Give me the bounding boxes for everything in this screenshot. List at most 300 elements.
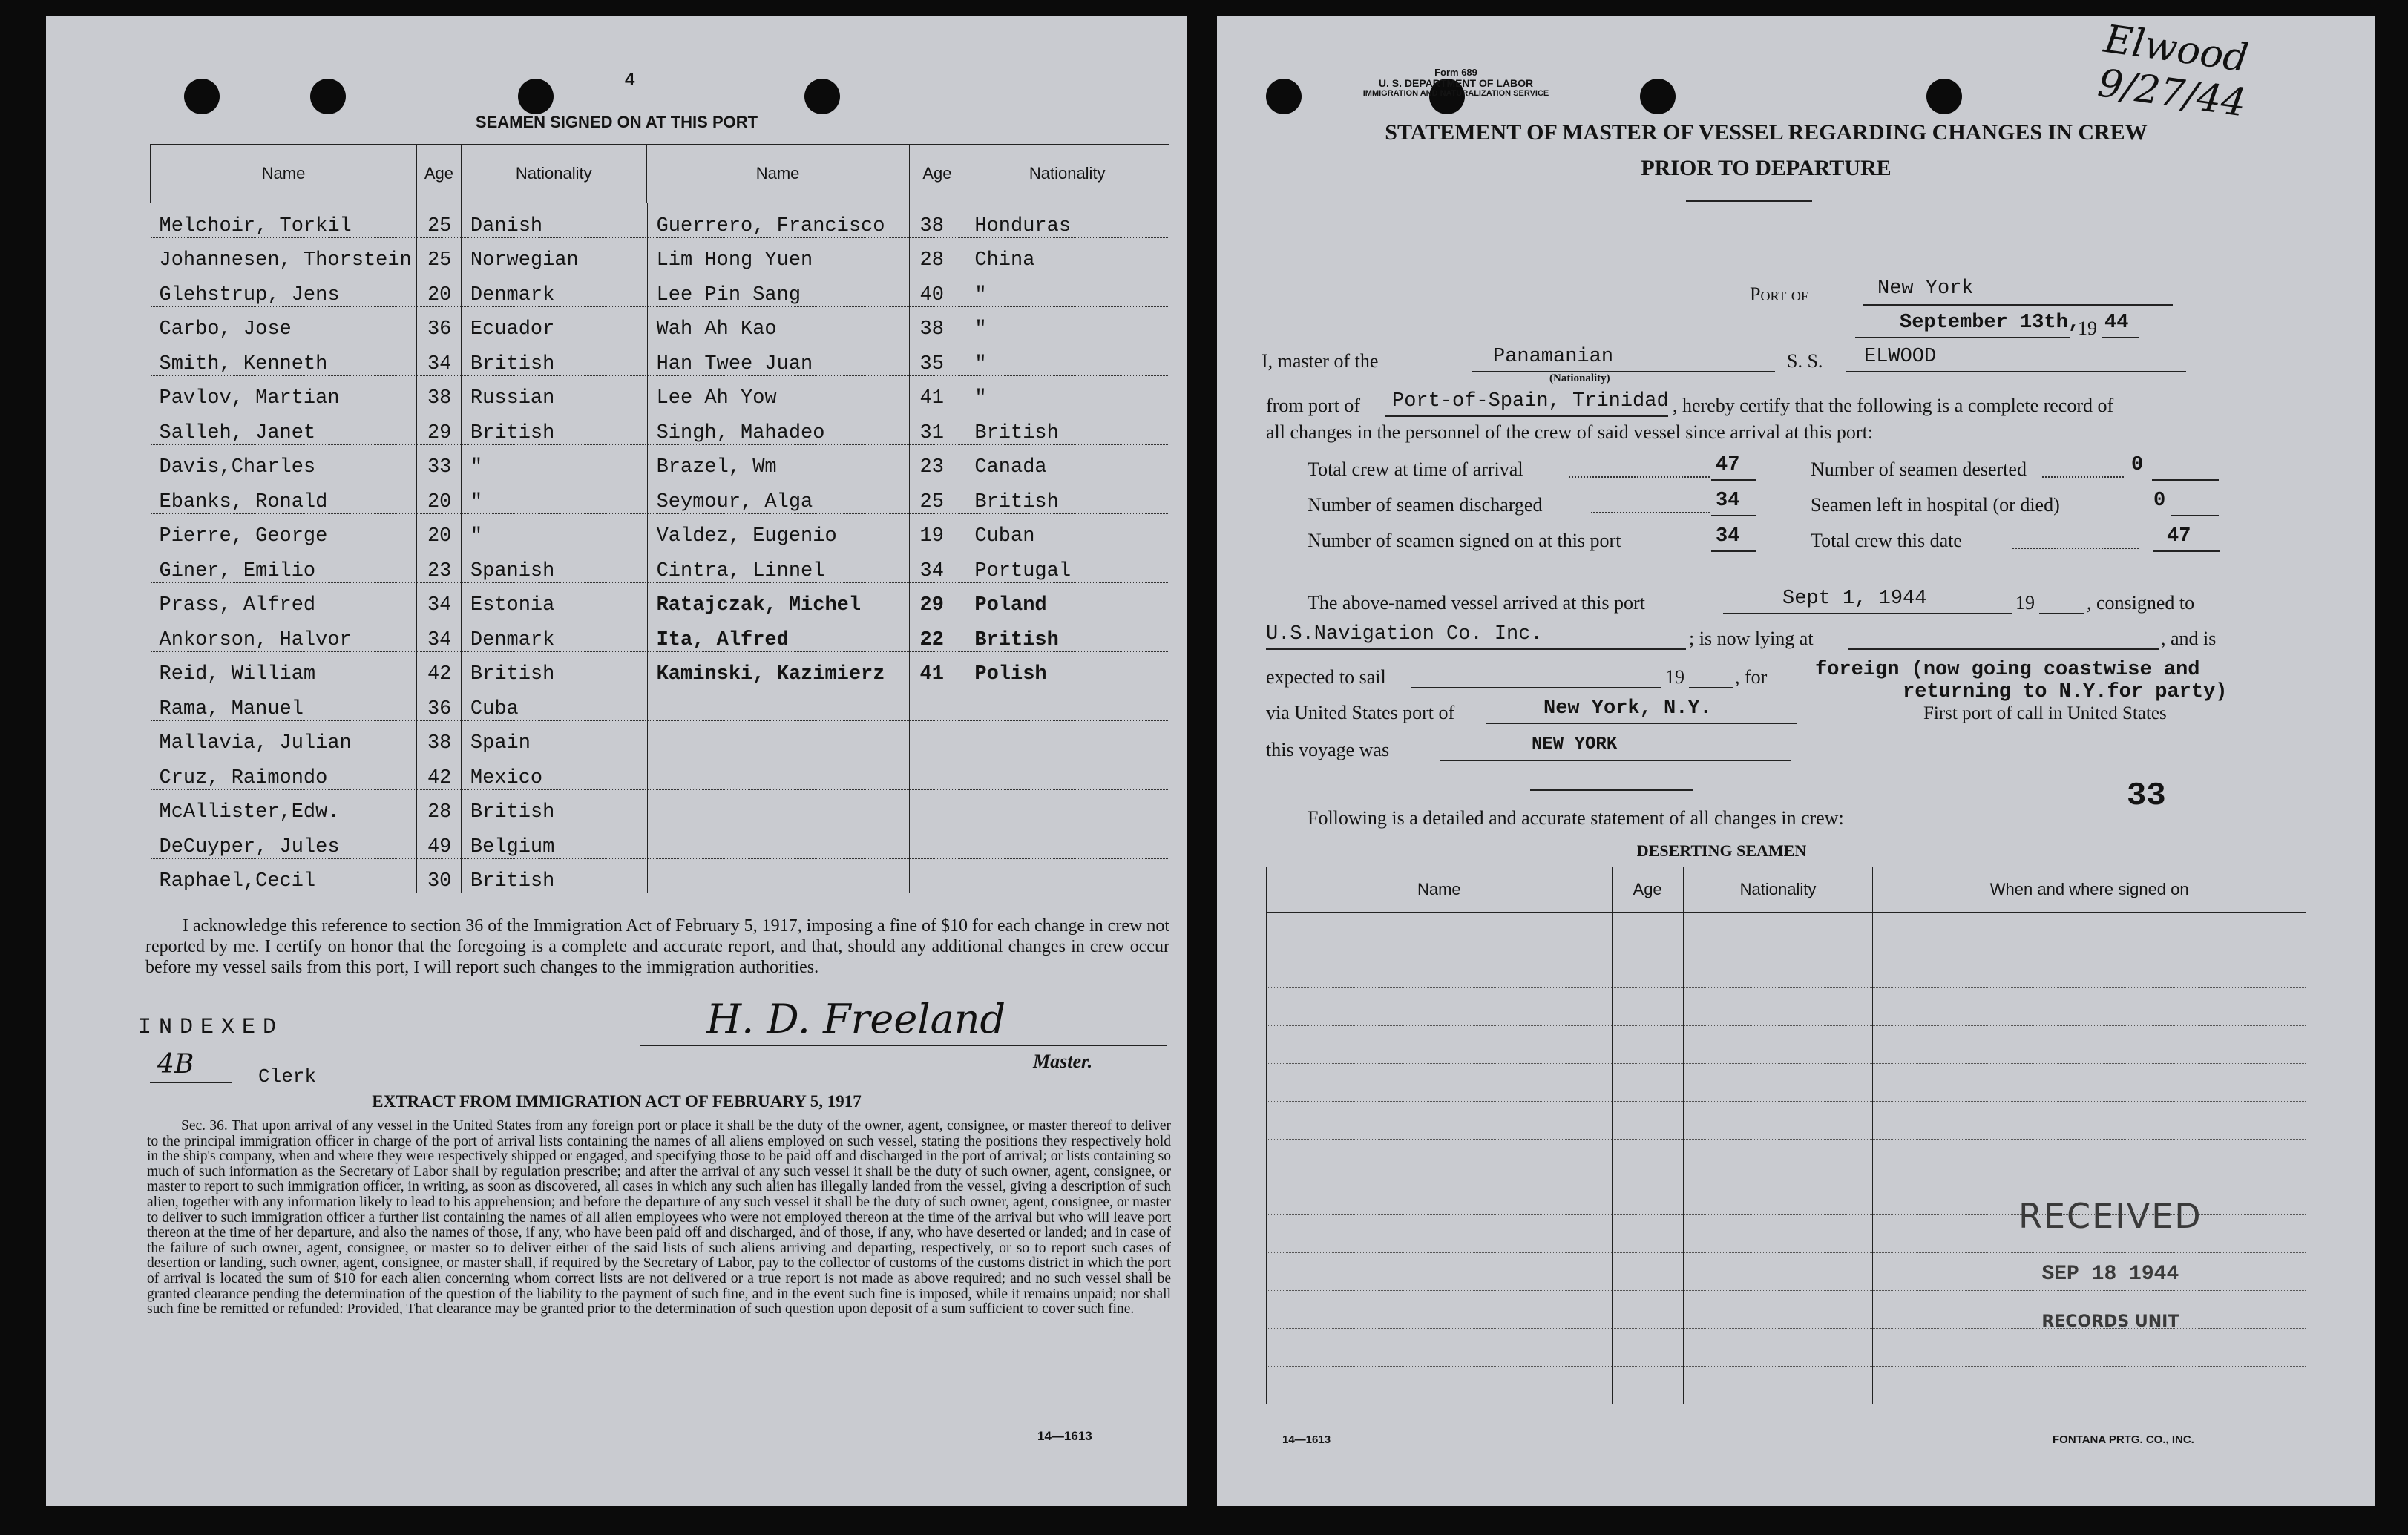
- left-page: [46, 16, 1187, 1506]
- table-cell: 25: [416, 203, 461, 238]
- table-row: [151, 237, 1169, 272]
- table-cell: 38: [909, 306, 965, 341]
- following-text: Following is a detailed and accurate statement of all changes in crew:: [1308, 807, 1844, 829]
- column-header: Nationality: [1683, 867, 1873, 913]
- table-cell: 20: [416, 479, 461, 514]
- table-cell: Denmark: [461, 272, 646, 307]
- table-cell: [1612, 1064, 1683, 1102]
- table-cell: [1267, 950, 1613, 988]
- table-cell: Poland: [965, 582, 1169, 617]
- table-cell: Seymour, Alga: [646, 479, 909, 514]
- table-cell: 34: [416, 582, 461, 617]
- port-line: [1863, 304, 2173, 306]
- table-cell: 22: [909, 617, 965, 652]
- form-number: Form 689: [1434, 67, 1477, 78]
- and-is-label: , and is: [2161, 628, 2217, 649]
- indexed-stamp: INDEXED: [138, 1015, 284, 1040]
- table-cell: [1612, 988, 1683, 1026]
- table-cell: [1683, 1102, 1873, 1140]
- table-cell: [909, 755, 965, 790]
- table-cell: [646, 755, 909, 790]
- table-cell: [646, 858, 909, 893]
- table-cell: 31: [909, 410, 965, 445]
- table-cell: [1612, 1329, 1683, 1367]
- clerk-initials: 4B: [157, 1049, 194, 1079]
- table-cell: ": [965, 272, 1169, 307]
- table-cell: British: [965, 617, 1169, 652]
- table-cell: Prass, Alfred: [151, 582, 417, 617]
- table-cell: Pierre, George: [151, 513, 417, 548]
- table-cell: [1683, 1329, 1873, 1367]
- table-cell: Estonia: [461, 582, 646, 617]
- table-row: [1267, 1026, 2306, 1064]
- table-cell: [1683, 988, 1873, 1026]
- date-line: [1855, 337, 2070, 338]
- table-row: [151, 341, 1169, 376]
- table-cell: British: [965, 410, 1169, 445]
- table-cell: 34: [909, 548, 965, 583]
- table-cell: 30: [416, 858, 461, 893]
- service: IMMIGRATION AND NATURALIZATION SERVICE: [1362, 89, 1549, 98]
- table-cell: 23: [416, 548, 461, 583]
- table-row: [151, 548, 1169, 583]
- table-row: [151, 375, 1169, 410]
- year-prefix: 19: [1665, 666, 1684, 688]
- table-cell: [1873, 1102, 2306, 1140]
- destination-line1: foreign (now going coastwise and: [1815, 659, 2200, 681]
- lying-at-line: [1848, 648, 2159, 650]
- table-cell: 19: [909, 513, 965, 548]
- table-cell: [646, 686, 909, 721]
- certify-text: , hereby certify that the following is a complete record of: [1673, 395, 2114, 416]
- table-row: [151, 444, 1169, 479]
- table-cell: Danish: [461, 203, 646, 238]
- table-cell: British: [461, 651, 646, 686]
- table-cell: Spain: [461, 720, 646, 755]
- table-cell: McAllister,Edw.: [151, 789, 417, 824]
- table-cell: Russian: [461, 375, 646, 410]
- table-row: [151, 582, 1169, 617]
- punch-hole: [184, 79, 220, 114]
- table-cell: [1267, 1291, 1613, 1329]
- table-row: [151, 720, 1169, 755]
- received-unit: RECORDS UNIT: [2041, 1312, 2179, 1331]
- table-cell: 25: [909, 479, 965, 514]
- table-cell: [909, 686, 965, 721]
- table-cell: 41: [909, 651, 965, 686]
- table-cell: [1612, 1177, 1683, 1215]
- acknowledgement-text: I acknowledge this reference to section 36 of the Immigration Act of February 5, 1917, imposing a fine of $10 for each change in crew not reported by me. I certify on honor that the foregoing is a complete and accurate report, and that, should any additional changes in crew occur before my vessel sails from this port, I will report such changes to the immigration authorities.: [145, 916, 1169, 977]
- table-cell: Ita, Alfred: [646, 617, 909, 652]
- column-header: Name: [151, 145, 417, 203]
- form-title-line2: PRIOR TO DEPARTURE: [1641, 156, 1892, 180]
- punch-hole: [1640, 79, 1676, 114]
- table-cell: [1683, 1367, 1873, 1404]
- right-page: [1217, 16, 2375, 1506]
- stat-value: 0: [2153, 490, 2166, 512]
- table-cell: Ebanks, Ronald: [151, 479, 417, 514]
- table-cell: [1267, 1102, 1613, 1140]
- column-header: Age: [909, 145, 965, 203]
- stat-line: [1711, 550, 1756, 552]
- table-cell: Canada: [965, 444, 1169, 479]
- from-port-value: Port-of-Spain, Trinidad: [1392, 390, 1669, 412]
- master-signature: H. D. Freeland: [706, 996, 1006, 1042]
- stat-label: Number of seamen signed on at this port: [1308, 530, 1621, 551]
- stat-line: [1711, 479, 1756, 481]
- table-cell: [1683, 913, 1873, 950]
- table-cell: Valdez, Eugenio: [646, 513, 909, 548]
- table-row: [151, 513, 1169, 548]
- table-cell: 38: [416, 720, 461, 755]
- column-header: Name: [1267, 867, 1613, 913]
- table-cell: Guerrero, Francisco: [646, 203, 909, 238]
- table-cell: Smith, Kenneth: [151, 341, 417, 376]
- table-cell: [1873, 913, 2306, 950]
- table-cell: China: [965, 237, 1169, 272]
- stat-label: Total crew at time of arrival: [1308, 458, 1523, 480]
- table-cell: [1267, 1177, 1613, 1215]
- table-row: [151, 858, 1169, 893]
- stat-value: 34: [1716, 525, 1740, 548]
- table-row: [151, 479, 1169, 514]
- table-cell: Cuba: [461, 686, 646, 721]
- arrived-date: Sept 1, 1944: [1782, 588, 1927, 610]
- table-cell: Brazel, Wm: [646, 444, 909, 479]
- table-cell: 20: [416, 513, 461, 548]
- table-cell: 20: [416, 272, 461, 307]
- table-cell: [1612, 1140, 1683, 1177]
- from-port-line: [1385, 415, 1668, 417]
- port-value: New York: [1877, 277, 1974, 300]
- table-cell: DeCuyper, Jules: [151, 824, 417, 859]
- table-cell: Pavlov, Martian: [151, 375, 417, 410]
- table-cell: [1873, 1064, 2306, 1102]
- table-cell: Carbo, Jose: [151, 306, 417, 341]
- table-cell: [1612, 1367, 1683, 1404]
- stat-value: 47: [2167, 525, 2191, 548]
- table-row: [1267, 950, 2306, 988]
- vessel-line: [1846, 371, 2186, 372]
- punch-hole: [804, 79, 840, 114]
- table-row: [1267, 1367, 2306, 1404]
- table-cell: Polish: [965, 651, 1169, 686]
- punch-hole: [1266, 79, 1302, 114]
- table-row: [151, 686, 1169, 721]
- table-cell: [1873, 1367, 2306, 1404]
- table-cell: 36: [416, 686, 461, 721]
- table-cell: ": [461, 479, 646, 514]
- table-cell: Wah Ah Kao: [646, 306, 909, 341]
- table-cell: [1873, 988, 2306, 1026]
- extract-text: Sec. 36. That upon arrival of any vessel in the United States from any foreign port or place it shall be the duty of the owner, agent, consignee, or master thereof to deliver to the principal immigration officer in charge of the port of arrival lists containing the names of all aliens employed on such vessel, stating the positions they respectively hold in the ship's company, when and where they were respectively shipped or engaged, and specifying those to be paid off and discharged in the port of arrival; or lists containing so much of such information as the Secretary of Labor shall by regulation prescribe; and after the arrival of any such vessel it shall be the duty of such owner, agent, consignee, or master to report to such immigration officer, in writing, as soon as discovered, all cases in which any such alien has illegally landed from the vessel, giving a description of such alien, together with any information likely to lead to his apprehension; and before the departure of any such vessel it shall be the duty of such owner, agent, consignee, or master to deliver to such immigration officer a further list containing the names of all alien employees who were not employed thereon at the time of the arrival but who will leave port thereon at the time of her departure, and also the names of those, if any, who have been paid off and discharged, and of those, if any, who have deserted or landed; and in case of the failure of such owner, agent, consignee, or master so to deliver either of the said lists of such aliens arriving and departing, respectively, or so to report such cases of desertion or landing, such owner, agent, consignee, or master shall, if required by the Secretary of Labor, pay to the collector of customs of the customs district in which the port of arrival is located the sum of $10 for each alien concerning whom correct lists are not delivered or a true report is not made as above required; and no such vessel shall be granted clearance pending the determination of the question of the liability to the payment of such fine, and in the event such fine is imposed, while it remains unpaid; nor shall such fine be remitted or refunded: Provided, That clearance may be granted prior to the determination of such question upon deposit of a sum sufficient to cover such fine.: [147, 1118, 1171, 1318]
- table-cell: 29: [909, 582, 965, 617]
- consignee: U.S.Navigation Co. Inc.: [1266, 623, 1543, 645]
- vessel-name: ELWOOD: [1864, 346, 1937, 368]
- table-cell: Spanish: [461, 548, 646, 583]
- table-cell: 49: [416, 824, 461, 859]
- table-cell: Reid, William: [151, 651, 417, 686]
- table-cell: ": [965, 341, 1169, 376]
- table-row: [1267, 988, 2306, 1026]
- table-cell: ": [965, 306, 1169, 341]
- table-cell: Rama, Manuel: [151, 686, 417, 721]
- table-row: [1267, 1064, 2306, 1102]
- table-row: [1267, 1102, 2306, 1140]
- table-cell: [1267, 1064, 1613, 1102]
- clerk-line: [150, 1082, 232, 1083]
- expected-line: [1411, 687, 1661, 688]
- master-of-label: I, master of the: [1262, 350, 1379, 372]
- stat-value: 0: [2131, 454, 2144, 476]
- column-header: Nationality: [461, 145, 646, 203]
- form-code: 14—1613: [1282, 1433, 1331, 1446]
- table-cell: ": [461, 513, 646, 548]
- table-cell: 33: [416, 444, 461, 479]
- table-cell: [1267, 1329, 1613, 1367]
- column-header: Age: [416, 145, 461, 203]
- signed-on-title: SEAMEN SIGNED ON AT THIS PORT: [475, 113, 758, 131]
- leader-dots: [2042, 476, 2124, 478]
- nationality-caption: (Nationality): [1549, 372, 1610, 384]
- table-cell: [965, 824, 1169, 859]
- punch-hole: [310, 79, 346, 114]
- page-number: 33: [2127, 778, 2166, 815]
- table-row: [151, 789, 1169, 824]
- table-cell: Lim Hong Yuen: [646, 237, 909, 272]
- table-cell: Mexico: [461, 755, 646, 790]
- stat-value: 34: [1716, 490, 1740, 512]
- table-cell: British: [461, 341, 646, 376]
- voyage-line: [1440, 760, 1791, 761]
- table-cell: [909, 858, 965, 893]
- table-cell: 34: [416, 341, 461, 376]
- table-cell: 38: [416, 375, 461, 410]
- table-cell: British: [461, 789, 646, 824]
- table-cell: [1873, 1140, 2306, 1177]
- table-cell: Johannesen, Thorstein: [151, 237, 417, 272]
- table-cell: [1683, 1140, 1873, 1177]
- table-cell: [1873, 1026, 2306, 1064]
- table-cell: British: [461, 858, 646, 893]
- table-cell: 38: [909, 203, 965, 238]
- column-header: When and where signed on: [1873, 867, 2306, 913]
- year-value: 44: [2104, 312, 2129, 334]
- table-cell: 23: [909, 444, 965, 479]
- destination-line2: returning to N.Y.for party): [1903, 681, 2228, 703]
- certify-text-2: all changes in the personnel of the crew of said vessel since arrival at this port:: [1266, 421, 1874, 443]
- table-cell: Davis,Charles: [151, 444, 417, 479]
- table-cell: ": [965, 375, 1169, 410]
- printer: FONTANA PRTG. CO., INC.: [2053, 1433, 2194, 1446]
- table-cell: 25: [416, 237, 461, 272]
- table-cell: [1683, 1064, 1873, 1102]
- table-row: [151, 651, 1169, 686]
- table-cell: Han Twee Juan: [646, 341, 909, 376]
- table-cell: 34: [416, 617, 461, 652]
- date-value: September 13th,: [1900, 312, 2081, 334]
- table-cell: [909, 789, 965, 824]
- received-stamp: [2018, 1196, 2202, 1331]
- table-cell: Cuban: [965, 513, 1169, 548]
- table-row: [1267, 1329, 2306, 1367]
- table-cell: Lee Pin Sang: [646, 272, 909, 307]
- column-header: Nationality: [965, 145, 1169, 203]
- extract-title: EXTRACT FROM IMMIGRATION ACT OF FEBRUARY 5, 1917: [372, 1092, 862, 1111]
- table-row: [1267, 1140, 2306, 1177]
- voyage-value: NEW YORK: [1532, 734, 1618, 755]
- table-cell: Singh, Mahadeo: [646, 410, 909, 445]
- stat-line: [2153, 550, 2220, 552]
- punch-hole: [1926, 79, 1962, 114]
- table-row: [151, 410, 1169, 445]
- table-cell: Denmark: [461, 617, 646, 652]
- table-cell: Ankorson, Halvor: [151, 617, 417, 652]
- table-cell: Belgium: [461, 824, 646, 859]
- table-cell: Giner, Emilio: [151, 548, 417, 583]
- nationality-value: Panamanian: [1493, 346, 1614, 368]
- table-cell: [1267, 1367, 1613, 1404]
- table-cell: Salleh, Janet: [151, 410, 417, 445]
- table-cell: 29: [416, 410, 461, 445]
- deserting-title: DESERTING SEAMEN: [1636, 841, 1807, 860]
- year-line: [1689, 687, 1733, 688]
- table-row: [151, 272, 1169, 307]
- table-cell: 28: [909, 237, 965, 272]
- table-cell: Raphael,Cecil: [151, 858, 417, 893]
- punch-hole: [518, 79, 554, 114]
- table-cell: [1267, 1253, 1613, 1291]
- table-cell: [646, 720, 909, 755]
- stat-value: 47: [1716, 454, 1740, 476]
- table-cell: Honduras: [965, 203, 1169, 238]
- stat-line: [1711, 515, 1756, 516]
- page-number: 4: [625, 70, 635, 90]
- table-cell: Norwegian: [461, 237, 646, 272]
- year-line: [2039, 613, 2084, 614]
- consignee-line: [1266, 648, 1686, 650]
- stat-line: [2171, 515, 2219, 516]
- leader-dots: [2012, 548, 2139, 549]
- via-label: via United States port of: [1266, 702, 1455, 723]
- table-cell: [965, 755, 1169, 790]
- handwritten-note: Elwood 9/27/44: [2095, 16, 2251, 126]
- table-cell: [965, 720, 1169, 755]
- table-cell: 28: [416, 789, 461, 824]
- table-cell: Cruz, Raimondo: [151, 755, 417, 790]
- stat-label: Number of seamen deserted: [1811, 458, 2027, 480]
- table-cell: [1683, 1215, 1873, 1253]
- stat-label: Seamen left in hospital (or died): [1811, 494, 2060, 516]
- table-cell: Glehstrup, Jens: [151, 272, 417, 307]
- table-row: [151, 755, 1169, 790]
- voyage-rule: [1530, 789, 1693, 791]
- table-cell: [1267, 1215, 1613, 1253]
- column-header: Age: [1612, 867, 1683, 913]
- table-cell: [1683, 1253, 1873, 1291]
- table-cell: Cintra, Linnel: [646, 548, 909, 583]
- master-label: Master.: [1033, 1051, 1093, 1072]
- stat-line: [2152, 479, 2219, 481]
- year-prefix: 19: [2015, 592, 2035, 614]
- table-cell: [965, 686, 1169, 721]
- table-cell: 40: [909, 272, 965, 307]
- table-cell: [1267, 1026, 1613, 1064]
- table-header: [1267, 867, 2306, 913]
- table-row: [151, 824, 1169, 859]
- table-cell: [965, 789, 1169, 824]
- leader-dots: [1569, 476, 1710, 478]
- table-cell: [1873, 950, 2306, 988]
- table-cell: 41: [909, 375, 965, 410]
- table-cell: [1267, 1140, 1613, 1177]
- ss-label: S. S.: [1787, 350, 1823, 372]
- table-cell: Melchoir, Torkil: [151, 203, 417, 238]
- year-prefix: 19: [2078, 318, 2097, 339]
- table-cell: [1683, 1291, 1873, 1329]
- table-cell: [1612, 1253, 1683, 1291]
- table-header: [151, 145, 1169, 203]
- table-cell: 42: [416, 651, 461, 686]
- form-code: 14—1613: [1037, 1429, 1092, 1443]
- table-cell: Lee Ah Yow: [646, 375, 909, 410]
- table-cell: British: [965, 479, 1169, 514]
- department: U. S. DEPARTMENT OF LABOR: [1378, 77, 1534, 89]
- table-cell: [1683, 1026, 1873, 1064]
- table-cell: [1612, 950, 1683, 988]
- table-cell: [1683, 1177, 1873, 1215]
- via-port: New York, N.Y.: [1543, 697, 1712, 720]
- table-cell: Mallavia, Julian: [151, 720, 417, 755]
- table-cell: [909, 824, 965, 859]
- table-cell: [1612, 1291, 1683, 1329]
- table-cell: [646, 824, 909, 859]
- table-cell: [1267, 988, 1613, 1026]
- table-cell: British: [461, 410, 646, 445]
- for-label: , for: [1735, 666, 1768, 688]
- table-cell: [1873, 1329, 2306, 1367]
- clerk-label: Clerk: [258, 1065, 317, 1088]
- table-cell: [965, 858, 1169, 893]
- stat-label: Total crew this date: [1811, 530, 1962, 551]
- table-cell: [1612, 913, 1683, 950]
- arrived-text: The above-named vessel arrived at this port: [1308, 592, 1645, 614]
- consigned-label: , consigned to: [2087, 592, 2195, 614]
- table-row: [151, 203, 1169, 238]
- table-cell: [1267, 913, 1613, 950]
- arrived-line: [1723, 613, 2012, 614]
- received-word: RECEIVED: [2018, 1196, 2202, 1236]
- lying-at-label: ; is now lying at: [1689, 628, 1814, 649]
- table-cell: Portugal: [965, 548, 1169, 583]
- expected-label: expected to sail: [1266, 666, 1386, 688]
- port-label: Port of: [1750, 283, 1808, 305]
- table-row: [151, 617, 1169, 652]
- table-cell: [646, 789, 909, 824]
- year-line: [2102, 337, 2139, 338]
- received-date: SEP 18 1944: [2041, 1263, 2179, 1286]
- table-cell: 35: [909, 341, 965, 376]
- table-cell: 36: [416, 306, 461, 341]
- table-cell: [1612, 1026, 1683, 1064]
- table-cell: Ratajczak, Michel: [646, 582, 909, 617]
- voyage-label: this voyage was: [1266, 739, 1390, 760]
- via-line: [1486, 723, 1797, 724]
- table-cell: [909, 720, 965, 755]
- table-row: [151, 306, 1169, 341]
- form-title-line1: STATEMENT OF MASTER OF VESSEL REGARDING CHANGES IN CREW: [1385, 120, 2148, 145]
- stat-label: Number of seamen discharged: [1308, 494, 1543, 516]
